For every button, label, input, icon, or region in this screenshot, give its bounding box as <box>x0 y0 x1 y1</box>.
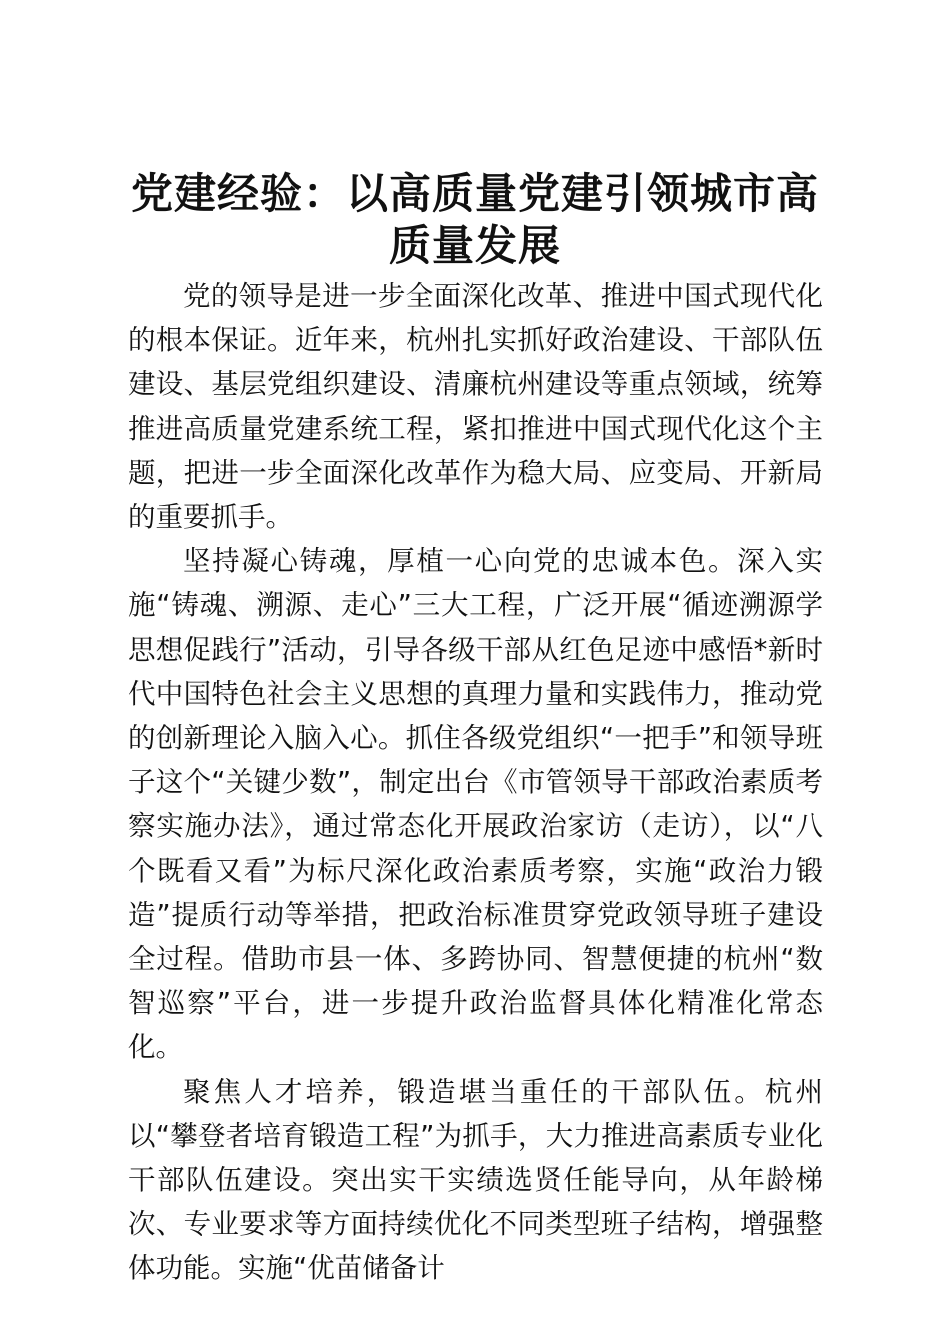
paragraph-2: 坚持凝心铸魂，厚植一心向党的忠诚本色。深入实施“铸魂、溯源、走心”三大工程，广泛开展“循迹溯源学思想促践行”活动，引导各级干部从红色足迹中感悟*新时代中国特色社会主义思想的真理力量和实践伟力，推动党的创新理论入脑入心。抓住各级党组织“一把手”和领导班子这个“关键少数”，制定出台《市管领导干部政治素质考察实施办法》，通过常态化开展政治家访（走访），以“八个既看又看”为标尺深化政治素质考察，实施“政治力锻造”提质行动等举措，把政治标准贯穿党政领导班子建设全过程。借助市县一体、多跨协同、智慧便捷的杭州“数智巡察”平台，进一步提升政治监督具体化精准化常态化。 <box>128 545 823 1064</box>
paragraph-3: 聚焦人才培养，锻造堪当重任的干部队伍。杭州以“攀登者培育锻造工程”为抓手，大力推进高素质专业化干部队伍建设。突出实干实绩选贤任能导向，从年龄梯次、专业要求等方面持续优化不同类型班子结构，增强整体功能。实施“优苗储备计 <box>128 1075 823 1285</box>
paragraph-1: 党的领导是进一步全面深化改革、推进中国式现代化的根本保证。近年来，杭州扎实抓好政治建设、干部队伍建设、基层党组织建设、清廉杭州建设等重点领域，统筹推进高质量党建系统工程，紧扣推进中国式现代化这个主题，把进一步全面深化改革作为稳大局、应变局、开新局的重要抓手。 <box>128 280 823 534</box>
document-body <box>128 274 823 1291</box>
document-title: 党建经验：以高质量党建引领城市高质量发展 <box>130 169 819 270</box>
